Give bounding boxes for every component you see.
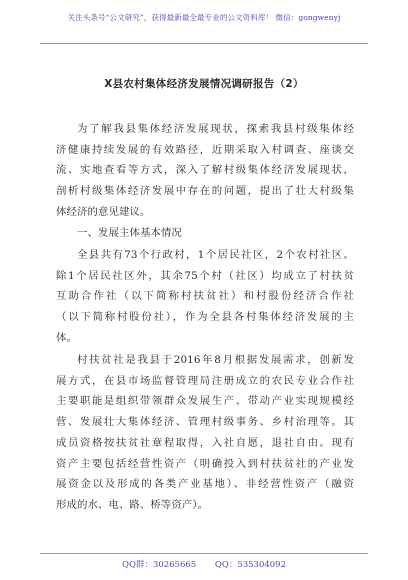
text-line: 主要职能是组织带领群众发展生产、带动产业实现规模经 xyxy=(56,395,354,408)
text-line: 营、发展壮大集体经济、管理村级事务、乡村治理等。其 xyxy=(56,416,354,429)
text-line: 展资金以及形成的各类产业基地）、非经营性资产（融资 xyxy=(56,478,354,491)
text-line: 形成的水、电、路、桥等资产）。 xyxy=(56,498,209,511)
footer-divider xyxy=(40,553,368,554)
text-line: 资产主要包括经营性资产（明确投入到村扶贫社的产业发 xyxy=(56,457,354,470)
qq-group-number: QQ群：30265665 xyxy=(121,560,197,570)
text-line: 互助合作社（以下简称村扶贫社）和村股份经济合作社 xyxy=(56,290,354,303)
paragraph-overview xyxy=(56,245,354,349)
text-line: 村扶贫社是我县于2016年8月根据发展需求，创新发 xyxy=(77,354,354,366)
text-line: 剖析村级集体经济发展中存在的问题，提出了壮大村级集 xyxy=(56,185,354,198)
qq-number: QQ：535304092 xyxy=(214,560,286,570)
paragraph-poverty-coop xyxy=(56,350,354,516)
header-banner: 关注头条号“公文研究”，获得最新最全最专业的公文资料库！ 微信：gongwenyj xyxy=(67,13,341,22)
text-line: 体经济的意见建议。 xyxy=(56,205,151,218)
text-line: 展方式，在县市场监督管理局注册成立的农民专业合作社 xyxy=(56,374,354,387)
text-line: 体。 xyxy=(56,331,77,344)
text-line: 全县共有73个行政村，1个居民社区，2个农村社区。 xyxy=(77,249,354,261)
text-line: 为了解我县集体经济发展现状，探索我县村级集体经 xyxy=(77,123,354,135)
document-title: X县农村集体经济发展情况调研报告（2） xyxy=(104,78,304,90)
text-line: 一、发展主体基本情况 xyxy=(77,227,182,239)
footer-contact xyxy=(0,558,408,570)
text-line: （以下简称村股份社），作为全县各村集体经济发展的主 xyxy=(56,311,354,324)
text-line: 除1个居民社区外，其余75个村（社区）均成立了村扶贫 xyxy=(56,269,354,282)
text-line: 流、实地查看等方式，深入了解村级集体经济发展现状， xyxy=(56,164,354,177)
section-heading xyxy=(56,223,354,244)
text-line: 成员资格按扶贫社章程取得，入社自愿，退社自由。现有 xyxy=(56,436,354,449)
paragraph-intro xyxy=(56,119,354,223)
text-line: 济健康持续发展的有效路径，近期采取入村调查、座谈交 xyxy=(56,143,354,156)
header-divider xyxy=(40,43,368,44)
